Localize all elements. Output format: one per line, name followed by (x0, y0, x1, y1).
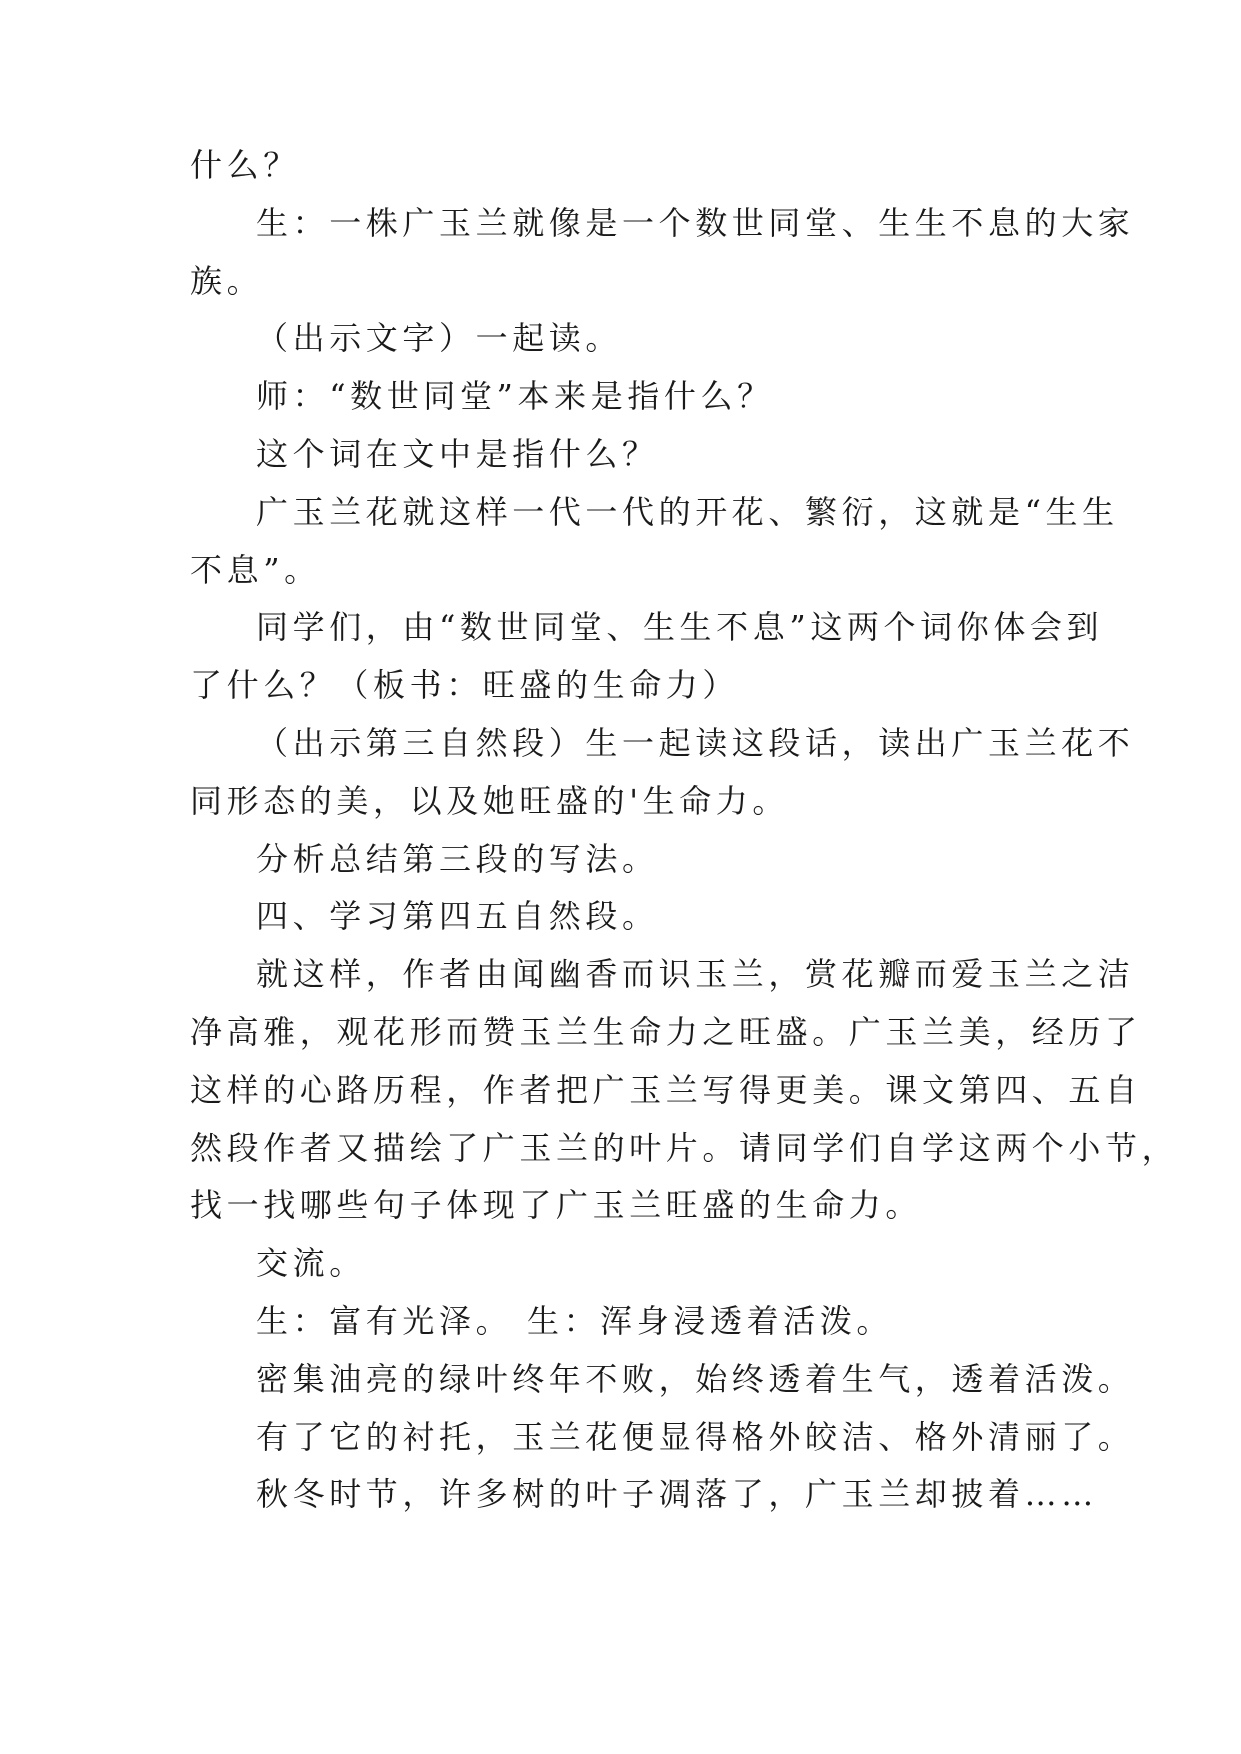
text-line: 净高雅，观花形而赞玉兰生命力之旺盛。广玉兰美，经历了 (190, 1013, 1142, 1051)
text-line: 四、学习第四五自然段。 (256, 897, 659, 935)
text-line: 什么？ (190, 146, 300, 184)
text-line: 同形态的美，以及她旺盛的'生命力。 (190, 782, 789, 820)
text-line: 同学们，由“数世同堂、生生不息”这两个词你体会到 (256, 608, 1104, 646)
text-line: （出示文字）一起读。 (256, 319, 623, 357)
text-line: 广玉兰花就这样一代一代的开花、繁衍，这就是“生生 (256, 493, 1119, 531)
text-line: 族。 (190, 262, 264, 300)
text-line: 找一找哪些句子体现了广玉兰旺盛的生命力。 (190, 1186, 923, 1224)
text-line: 生：一株广玉兰就像是一个数世同堂、生生不息的大家 (256, 204, 1135, 242)
text-line: （出示第三自然段）生一起读这段话，读出广玉兰花不 (256, 724, 1135, 762)
text-line: 秋冬时节，许多树的叶子凋落了，广玉兰却披着…… (256, 1475, 1098, 1513)
text-line: 了什么？（板书：旺盛的生命力） (190, 666, 740, 704)
text-line: 这样的心路历程，作者把广玉兰写得更美。课文第四、五自 (190, 1071, 1142, 1109)
text-line: 然段作者又描绘了广玉兰的叶片。请同学们自学这两个小节， (190, 1129, 1179, 1167)
text-line: 生：富有光泽。 生：浑身浸透着活泼。 (256, 1302, 893, 1340)
text-line: 有了它的衬托，玉兰花便显得格外皎洁、格外清丽了。 (256, 1418, 1135, 1456)
text-line: 不息”。 (190, 551, 321, 589)
text-line: 这个词在文中是指什么？ (256, 435, 659, 473)
text-line: 师：“数世同堂”本来是指什么？ (256, 377, 774, 415)
text-line: 密集油亮的绿叶终年不败，始终透着生气，透着活泼。 (256, 1360, 1135, 1398)
text-line: 就这样，作者由闻幽香而识玉兰，赏花瓣而爱玉兰之洁 (256, 955, 1135, 993)
text-line: 分析总结第三段的写法。 (256, 840, 659, 878)
text-line: 交流。 (256, 1244, 366, 1282)
